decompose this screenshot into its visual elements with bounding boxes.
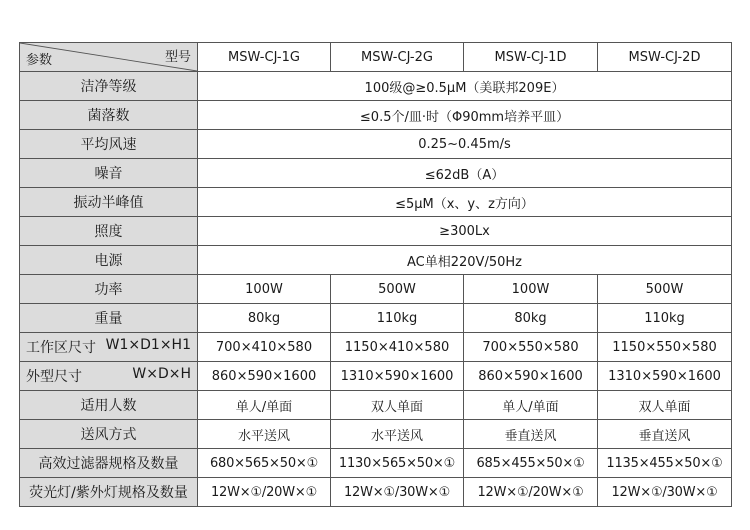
cell-value: 700×410×580	[198, 333, 331, 362]
table-row	[20, 478, 732, 507]
row-label: 振动半峰值	[20, 188, 198, 217]
header-row	[20, 43, 732, 72]
row-label: 洁净等级	[20, 72, 198, 101]
table-row	[20, 391, 732, 420]
row-value: ≤62dB（A）	[198, 159, 732, 188]
cell-value: 单人/单面	[464, 391, 598, 420]
cell-value: 水平送风	[331, 420, 464, 449]
cell-value: 680×565×50×①	[198, 449, 331, 478]
cell-value: 700×550×580	[464, 333, 598, 362]
model-header: MSW-CJ-1D	[464, 43, 598, 72]
row-value: ≥300Lx	[198, 217, 732, 246]
header-corner-cell	[20, 43, 198, 72]
table-row	[20, 130, 732, 159]
table-row	[20, 304, 732, 333]
model-header: MSW-CJ-2G	[331, 43, 464, 72]
row-label: 菌落数	[20, 101, 198, 130]
cell-value: 1150×410×580	[331, 333, 464, 362]
cell-value: 单人/单面	[198, 391, 331, 420]
row-label: 照度	[20, 217, 198, 246]
cell-value: 685×455×50×①	[464, 449, 598, 478]
table-row	[20, 159, 732, 188]
row-label-name: 工作区尺寸	[26, 340, 96, 356]
cell-value: 1310×590×1600	[331, 362, 464, 391]
row-label: 功率	[20, 275, 198, 304]
table-row	[20, 362, 732, 391]
cell-value: 80kg	[464, 304, 598, 333]
row-label: 高效过滤器规格及数量	[20, 449, 198, 478]
model-header: MSW-CJ-1G	[198, 43, 331, 72]
row-label: 送风方式	[20, 420, 198, 449]
cell-value: 垂直送风	[598, 420, 732, 449]
row-value: 0.25~0.45m/s	[198, 130, 732, 159]
cell-value: 500W	[598, 275, 732, 304]
table-row	[20, 101, 732, 130]
row-label-unit: W×D×H	[132, 366, 191, 382]
cell-value: 12W×①/20W×①	[464, 478, 598, 507]
cell-value: 500W	[331, 275, 464, 304]
cell-value: 垂直送风	[464, 420, 598, 449]
cell-value: 110kg	[598, 304, 732, 333]
cell-value: 1150×550×580	[598, 333, 732, 362]
table-row	[20, 188, 732, 217]
cell-value: 12W×①/30W×①	[598, 478, 732, 507]
cell-value: 双人单面	[598, 391, 732, 420]
row-label	[20, 333, 198, 362]
cell-value: 12W×①/30W×①	[331, 478, 464, 507]
cell-value: 100W	[198, 275, 331, 304]
row-value: ≤0.5个/皿·时（Φ90mm培养平皿）	[198, 101, 732, 130]
table-row	[20, 275, 732, 304]
row-value: AC单相220V/50Hz	[198, 246, 732, 275]
row-label-name: 外型尺寸	[26, 369, 82, 385]
row-label: 噪音	[20, 159, 198, 188]
table-row	[20, 333, 732, 362]
cell-value: 860×590×1600	[464, 362, 598, 391]
cell-value: 100W	[464, 275, 598, 304]
cell-value: 1310×590×1600	[598, 362, 732, 391]
row-label-unit: W1×D1×H1	[105, 337, 191, 353]
row-label: 平均风速	[20, 130, 198, 159]
cell-value: 110kg	[331, 304, 464, 333]
row-value: ≤5μM（x、y、z方向）	[198, 188, 732, 217]
table-row	[20, 449, 732, 478]
model-header: MSW-CJ-2D	[598, 43, 732, 72]
table-row	[20, 72, 732, 101]
corner-param-label: 参数	[26, 53, 53, 68]
row-label	[20, 362, 198, 391]
cell-value: 12W×①/20W×①	[198, 478, 331, 507]
row-label: 荧光灯/紫外灯规格及数量	[20, 478, 198, 507]
row-value: 100级@≥0.5μM（美联邦209E）	[198, 72, 732, 101]
corner-model-label: 型号	[164, 50, 191, 65]
cell-value: 860×590×1600	[198, 362, 331, 391]
cell-value: 水平送风	[198, 420, 331, 449]
row-label: 电源	[20, 246, 198, 275]
table-row	[20, 420, 732, 449]
cell-value: 1135×455×50×①	[598, 449, 732, 478]
table-row	[20, 217, 732, 246]
cell-value: 80kg	[198, 304, 331, 333]
table-row	[20, 246, 732, 275]
spec-table	[19, 42, 732, 507]
row-label: 适用人数	[20, 391, 198, 420]
cell-value: 1130×565×50×①	[331, 449, 464, 478]
cell-value: 双人单面	[331, 391, 464, 420]
row-label: 重量	[20, 304, 198, 333]
